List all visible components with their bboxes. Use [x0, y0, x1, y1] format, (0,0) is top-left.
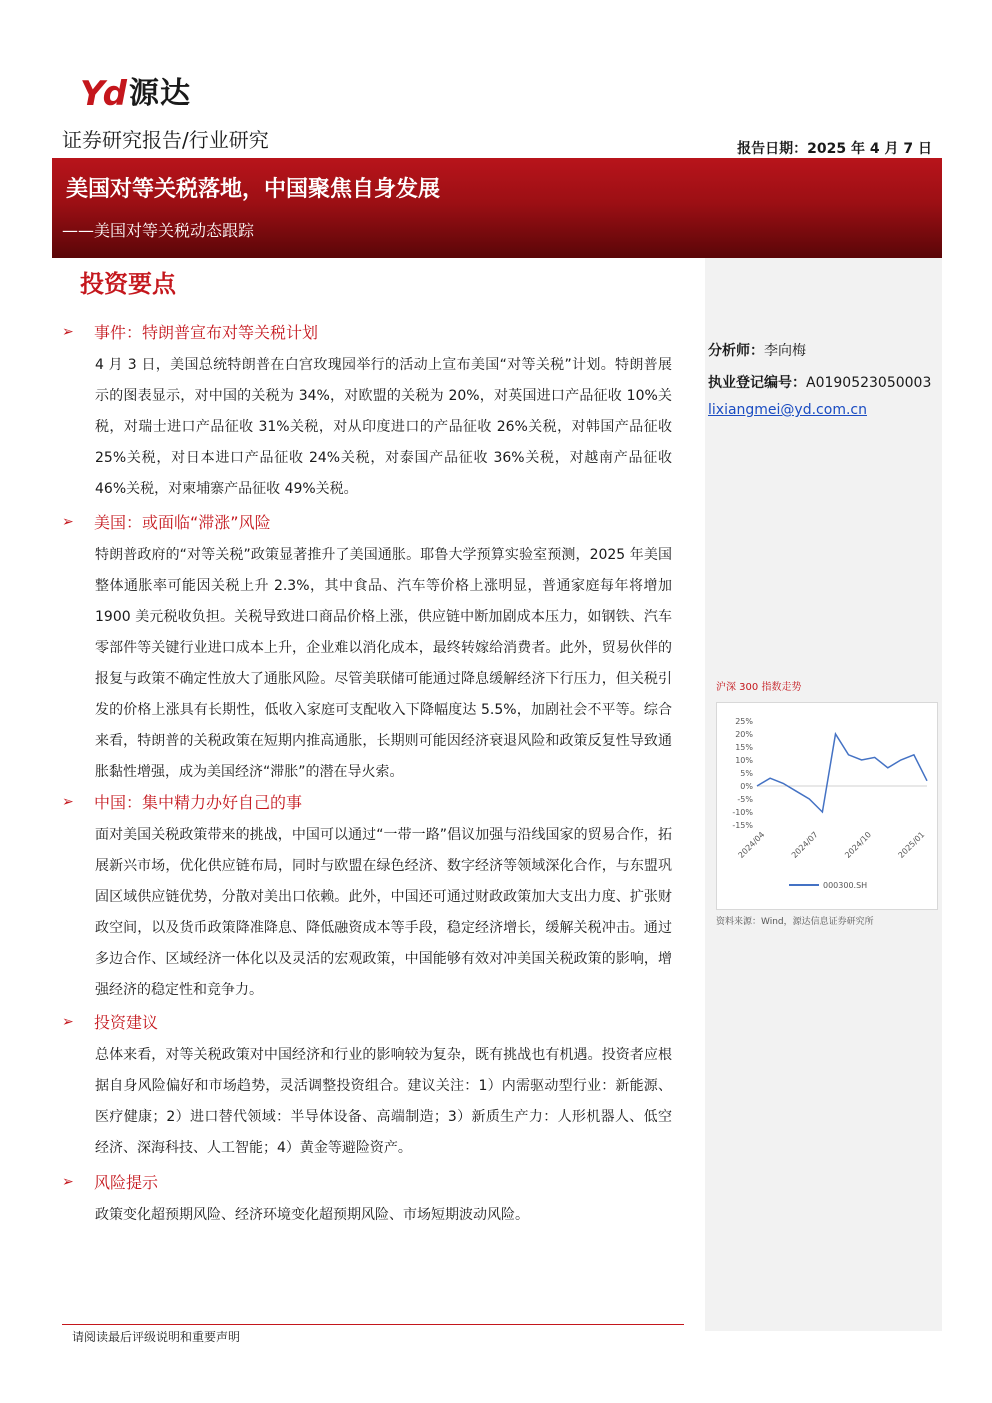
- section-body: 政策变化超预期风险、经济环境变化超预期风险、市场短期波动风险。: [95, 1207, 529, 1223]
- chart-source: 资料来源：Wind，源达信息证券研究所: [716, 917, 874, 927]
- series-line: [757, 734, 927, 812]
- section-body: 面对美国关税政策带来的挑战，中国可以通过“一带一路”倡议加强与沿线国家的贸易合作，拓展新兴市场，优化供应链布局，同时与欧盟在绿色经济、数字经济等领域深化合作，与东盟巩固区域供应链优势，分散对美出口依赖。此外，中国还可通过财政政策加大支出力度、扩张财政空间，以及货币政策降准降息、降低融资成本等手段，稳定经济增长，缓解关税冲击。通过多边合作、区域经济一体化以及灵活的宏观政策，中国能够有效对冲美国关税政策的影响，增强经济的稳定性和竞争力。: [95, 827, 672, 998]
- y-tick-label: -5%: [737, 795, 753, 804]
- report-type: 证券研究报告/行业研究: [62, 128, 269, 152]
- chart-title: 沪深 300 指数走势: [716, 682, 802, 693]
- legend-label: 000300.SH: [823, 881, 868, 890]
- x-tick-label: 2024/04: [736, 830, 767, 860]
- y-tick-label: 25%: [735, 717, 753, 726]
- footer-disclaimer: 请阅读最后评级说明和重要声明: [72, 1330, 241, 1344]
- section-title: 风险提示: [94, 1173, 159, 1192]
- analyst-info: [708, 340, 806, 360]
- section-body: 4 月 3 日，美国总统特朗普在白宫玫瑰园举行的活动上宣布美国“对等关税”计划。特朗普展示的图表显示，对中国的关税为 34%，对欧盟的关税为 20%，对英国进口产品征收 10%关税，对瑞士进口产品征收 31%关税，对从印度进口的产品征收 26%关税，对韩国产品征收 25%关税，对日本进口产品征收 24%关税，对泰国产品征收 36%关税，对越南产品征收 46%关税，对柬埔寨产品征收 49%关税。: [95, 357, 672, 497]
- arrow-bullet-icon: ➢: [62, 1013, 74, 1030]
- section-heading: [62, 1170, 158, 1193]
- logo-text: 源达: [128, 76, 191, 111]
- section-heading: [62, 790, 302, 813]
- y-tick-label: -15%: [732, 821, 753, 830]
- x-tick-label: 2024/07: [789, 830, 820, 860]
- section-title: 事件：特朗普宣布对等关税计划: [94, 323, 319, 342]
- license-number: A0190523050003: [806, 375, 932, 391]
- x-tick-label: 2024/10: [843, 830, 874, 860]
- key-points-heading: 投资要点: [80, 270, 176, 298]
- x-tick-label: 2025/01: [896, 830, 927, 860]
- analyst-email-link[interactable]: lixiangmei@yd.com.cn: [708, 402, 867, 418]
- arrow-bullet-icon: ➢: [62, 323, 74, 340]
- section-body: 特朗普政府的“对等关税”政策显著推升了美国通胀。耶鲁大学预算实验室预测，2025 年美国整体通胀率可能因关税上升 2.3%，其中食品、汽车等价格上涨明显，普通家庭每年将增加 1900 美元税收负担。关税导致进口商品价格上涨，供应链中断加剧成本压力，如钢铁、汽车零部件等关键行业进口成本上升，企业难以消化成本，最终转嫁给消费者。此外，贸易伙伴的报复与政策不确定性放大了通胀风险。尽管美联储可能通过降息缓解经济下行压力，但关税引发的价格上涨具有长期性，低收入家庭可支配收入下降幅度达 5.5%，加剧社会不平等。综合来看，特朗普的关税政策在短期内推高通胀，长期则可能因经济衰退风险和政策反复性导致通胀黏性增强，成为美国经济“滞胀”的潜在导火索。: [95, 547, 672, 780]
- license-info: [708, 372, 931, 392]
- index-chart: [716, 702, 938, 910]
- section-heading: [62, 320, 318, 343]
- license-label: 执业登记编号：: [708, 375, 806, 391]
- y-tick-label: 0%: [740, 782, 753, 791]
- analyst-label: 分析师：: [708, 343, 764, 359]
- analyst-name: 李向梅: [764, 343, 806, 359]
- report-title: 美国对等关税落地，中国聚焦自身发展: [66, 177, 441, 202]
- y-tick-label: 10%: [735, 756, 753, 765]
- report-date: 报告日期：2025 年 4 月 7 日: [737, 141, 932, 157]
- section-heading: [62, 510, 271, 533]
- section-title: 中国：集中精力办好自己的事: [94, 793, 303, 812]
- section-heading: [62, 1010, 158, 1033]
- y-tick-label: 20%: [735, 730, 753, 739]
- section-title: 美国：或面临“滞涨”风险: [94, 513, 271, 532]
- arrow-bullet-icon: ➢: [62, 513, 74, 530]
- footer-divider: [62, 1324, 684, 1325]
- report-subtitle: ——美国对等关税动态跟踪: [62, 221, 255, 240]
- arrow-bullet-icon: ➢: [62, 1173, 74, 1190]
- section-title: 投资建议: [94, 1013, 159, 1032]
- y-tick-label: -10%: [732, 808, 753, 817]
- title-banner: [52, 158, 942, 258]
- section-body: 总体来看，对等关税政策对中国经济和行业的影响较为复杂，既有挑战也有机遇。投资者应根据自身风险偏好和市场趋势，灵活调整投资组合。建议关注：1）内需驱动型行业：新能源、医疗健康；2）进口替代领域：半导体设备、高端制造；3）新质生产力：人形机器人、低空经济、深海科技、人工智能；4）黄金等避险资产。: [95, 1047, 672, 1156]
- y-tick-label: 15%: [735, 743, 753, 752]
- y-tick-label: 5%: [740, 769, 753, 778]
- logo-mark: Yd: [80, 74, 125, 114]
- company-logo: [80, 76, 191, 112]
- index-chart-svg: [717, 703, 937, 909]
- arrow-bullet-icon: ➢: [62, 793, 74, 810]
